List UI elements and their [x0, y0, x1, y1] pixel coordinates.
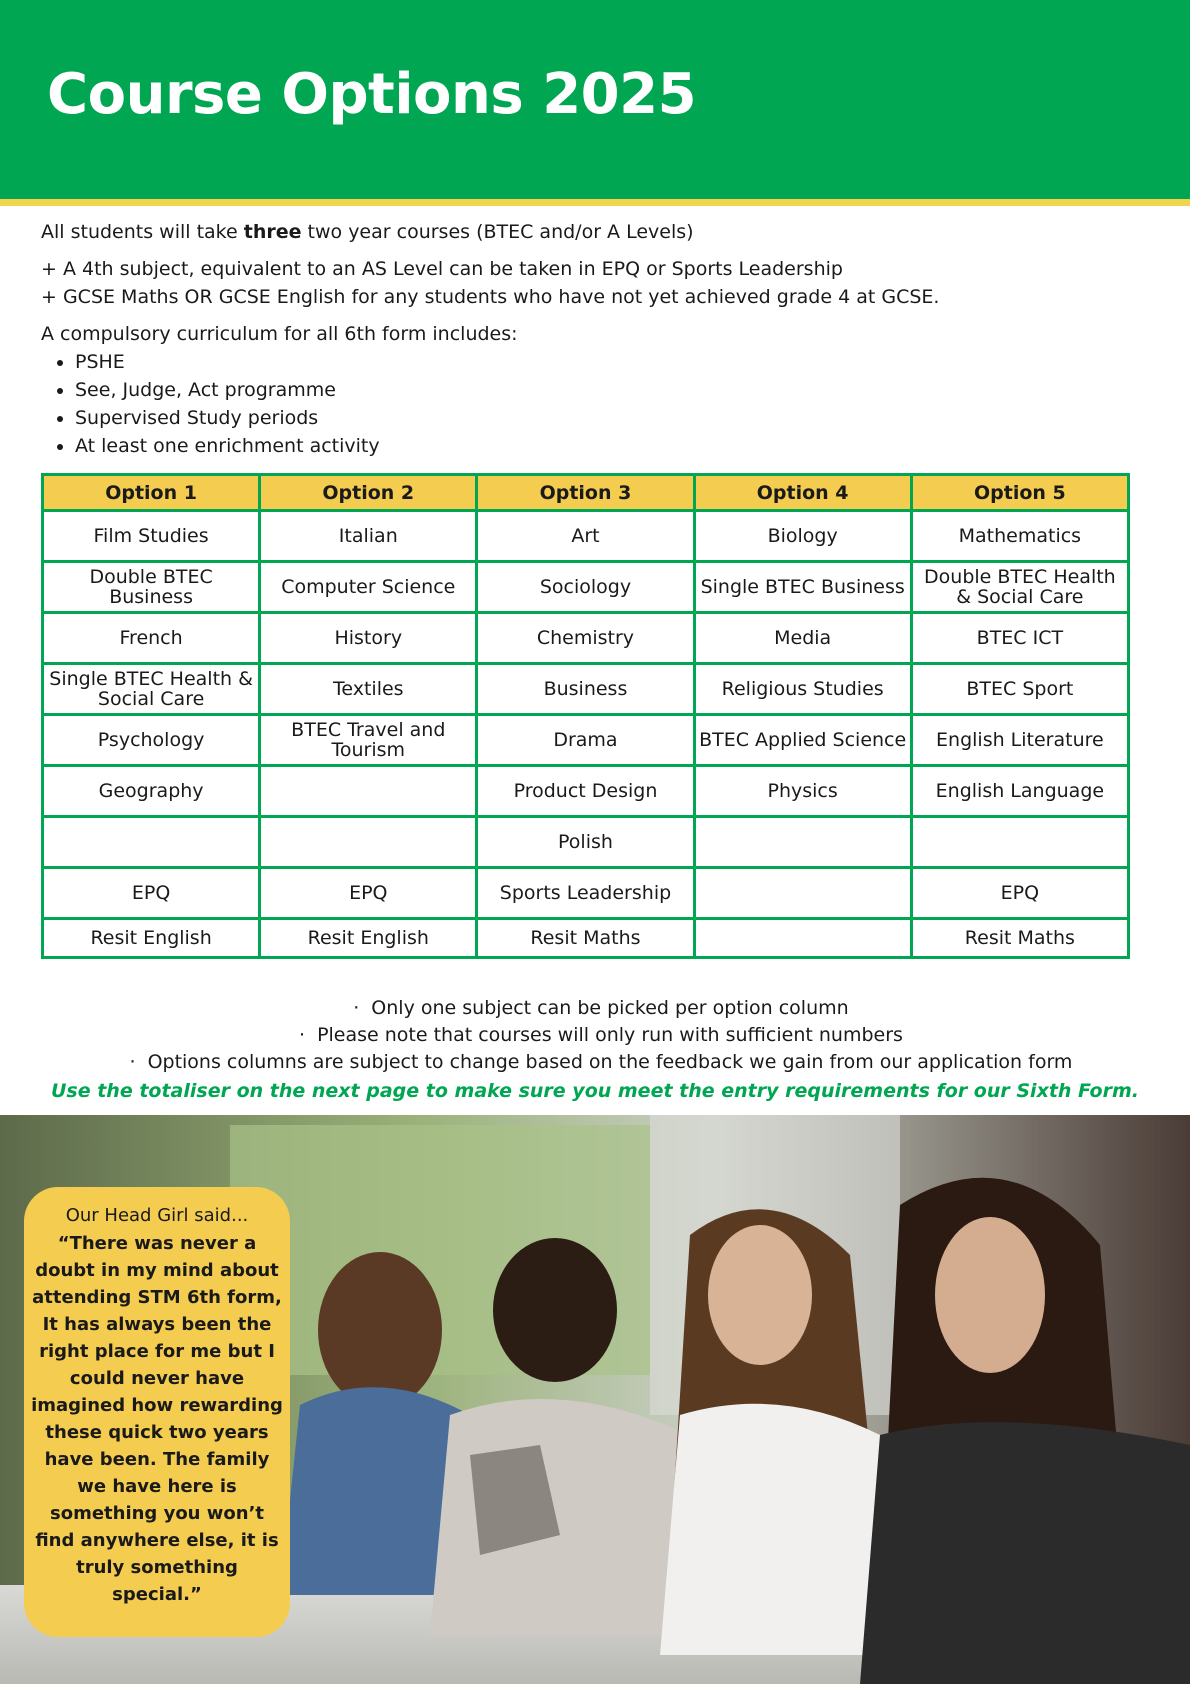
table-cell [260, 817, 477, 868]
table-row [43, 919, 1129, 958]
table-cell: English Language [911, 766, 1128, 817]
table-cell: Drama [477, 715, 694, 766]
table-cell: French [43, 613, 260, 664]
table-cell: BTEC Travel and Tourism [260, 715, 477, 766]
table-cell: Film Studies [43, 511, 260, 562]
option-3-header: Option 3 [477, 475, 694, 511]
options-table [41, 473, 1130, 959]
note-item: · Options columns are subject to change based on the feedback we gain from our application form [0, 1049, 1190, 1076]
table-cell: EPQ [911, 868, 1128, 919]
table-cell: Single BTEC Health & Social Care [43, 664, 260, 715]
table-cell: Product Design [477, 766, 694, 817]
table-row [43, 817, 1129, 868]
table-cell [911, 817, 1128, 868]
table-header-row [43, 475, 1129, 511]
table-row [43, 715, 1129, 766]
note-bullet: · [353, 997, 360, 1019]
table-row [43, 766, 1129, 817]
note-bullet: · [299, 1024, 306, 1046]
option-4-header: Option 4 [694, 475, 911, 511]
table-cell: Resit Maths [477, 919, 694, 958]
table-cell: Polish [477, 817, 694, 868]
notes-list [0, 995, 1190, 1076]
intro-section [41, 218, 939, 460]
table-cell: Resit Maths [911, 919, 1128, 958]
curriculum-list [41, 348, 939, 460]
table-row [43, 562, 1129, 613]
table-cell [694, 868, 911, 919]
table-row [43, 664, 1129, 715]
totaliser-callout: Use the totaliser on the next page to make sure you meet the entry requirements for our Sixth Form. [50, 1080, 1139, 1102]
table-cell: BTEC Sport [911, 664, 1128, 715]
note-bullet: · [129, 1051, 136, 1073]
curriculum-item: • See, Judge, Act programme [75, 376, 939, 404]
intro-emphasis: three [243, 221, 302, 243]
table-cell: Mathematics [911, 511, 1128, 562]
table-cell: Italian [260, 511, 477, 562]
curriculum-item: • At least one enrichment activity [75, 432, 939, 460]
intro-line-3: + GCSE Maths OR GCSE English for any students who have not yet achieved grade 4 at GCSE. [41, 286, 940, 308]
table-cell: History [260, 613, 477, 664]
table-cell [694, 919, 911, 958]
table-cell: Business [477, 664, 694, 715]
table-cell: Sociology [477, 562, 694, 613]
table-cell: Media [694, 613, 911, 664]
intro-line-2: + A 4th subject, equivalent to an AS Level can be taken in EPQ or Sports Leadership [41, 258, 843, 280]
table-cell: Art [477, 511, 694, 562]
note-item: · Please note that courses will only run with sufficient numbers [0, 1022, 1190, 1049]
table-cell: BTEC ICT [911, 613, 1128, 664]
table-cell: Double BTEC Business [43, 562, 260, 613]
curriculum-item: • PSHE [75, 348, 939, 376]
header-accent-stripe [0, 199, 1190, 206]
curriculum-heading: A compulsory curriculum for all 6th form includes: [41, 323, 518, 345]
quote-attribution: Our Head Girl said... [65, 1205, 249, 1226]
table-cell: Computer Science [260, 562, 477, 613]
table-cell: Chemistry [477, 613, 694, 664]
table-cell: BTEC Applied Science [694, 715, 911, 766]
head-girl-quote-card [24, 1187, 290, 1637]
table-cell: Resit English [260, 919, 477, 958]
table-cell: Textiles [260, 664, 477, 715]
page-title: Course Options 2025 [47, 62, 697, 127]
table-cell: EPQ [260, 868, 477, 919]
table-cell [260, 766, 477, 817]
table-row [43, 511, 1129, 562]
table-cell: English Literature [911, 715, 1128, 766]
table-cell: Single BTEC Business [694, 562, 911, 613]
table-row [43, 868, 1129, 919]
table-cell: Physics [694, 766, 911, 817]
table-cell: Double BTEC Health & Social Care [911, 562, 1128, 613]
table-cell: Biology [694, 511, 911, 562]
option-1-header: Option 1 [43, 475, 260, 511]
intro-additional [41, 255, 939, 311]
option-2-header: Option 2 [260, 475, 477, 511]
table-cell: EPQ [43, 868, 260, 919]
quote-text: “There was never a doubt in my mind about attending STM 6th form, It has always been the right place for me but I could never have imagined how rewarding these quick two years have been. The family we have here is something you won’t find anywhere else, it is truly something special.” [31, 1233, 283, 1605]
table-cell [43, 817, 260, 868]
table-cell [694, 817, 911, 868]
curriculum-item: • Supervised Study periods [75, 404, 939, 432]
table-cell: Sports Leadership [477, 868, 694, 919]
table-row [43, 613, 1129, 664]
option-5-header: Option 5 [911, 475, 1128, 511]
table-cell: Psychology [43, 715, 260, 766]
intro-line-1: All students will take three two year courses (BTEC and/or A Levels) [41, 221, 694, 243]
note-item: · Only one subject can be picked per option column [0, 995, 1190, 1022]
table-cell: Religious Studies [694, 664, 911, 715]
table-cell: Resit English [43, 919, 260, 958]
table-cell: Geography [43, 766, 260, 817]
